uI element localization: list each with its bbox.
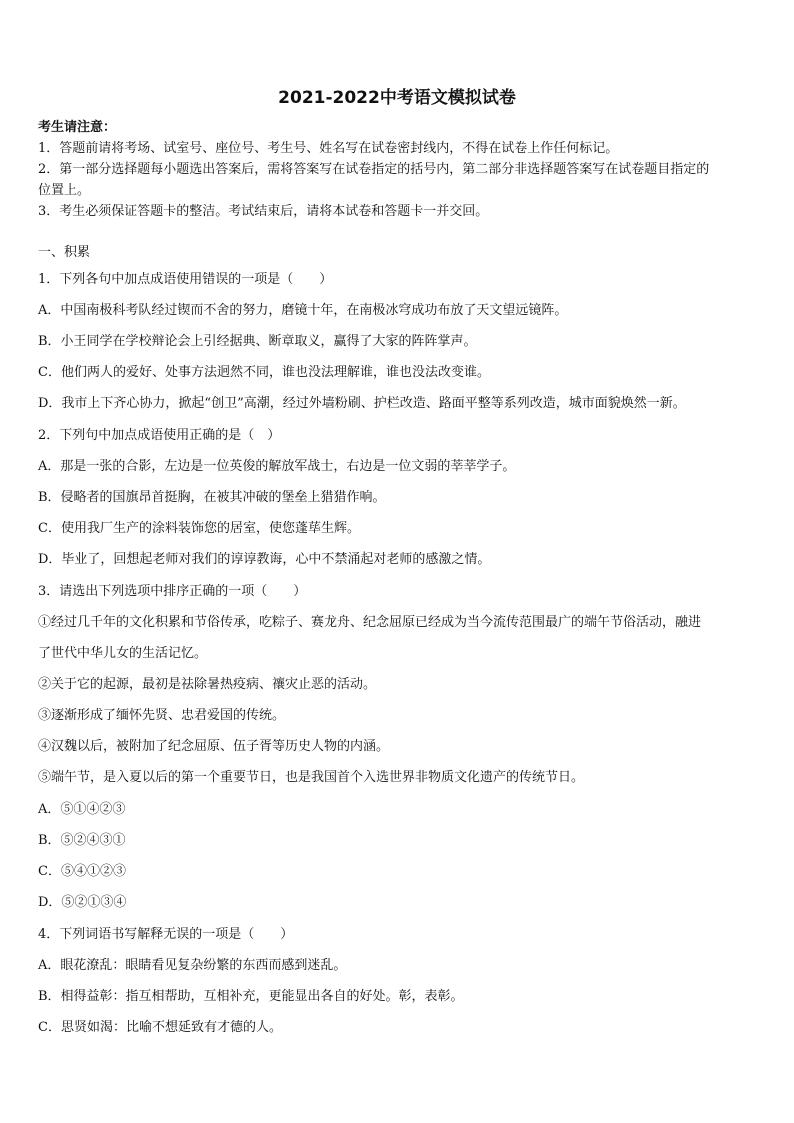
- question-3-option-d: D．⑤②①③④: [38, 895, 127, 910]
- question-4-option-b: B．相得益彰：指互相帮助，互相补充，更能显出各自的好处。彰，表彰。: [38, 989, 464, 1004]
- question-3-sentence: ⑤端午节，是入夏以后的第一个重要节日，也是我国首个入选世界非物质文化遗产的传统节日。: [38, 770, 585, 785]
- question-2-option-d: D．毕业了，回想起老师对我们的谆谆教诲，心中不禁涌起对老师的感激之情。: [38, 552, 491, 567]
- question-1-stem: 1．下列各句中加点成语使用错误的一项是（ ）: [38, 272, 333, 287]
- question-3-sentence: 了世代中华儿女的生活记忆。: [38, 646, 208, 661]
- question-2-option-b: B．侵略者的国旗昂首挺胸，在被其冲破的堡垒上猎猎作响。: [38, 490, 386, 505]
- question-4-option-a: A．眼花潦乱：眼睛看见复杂纷繁的东西而感到迷乱。: [38, 958, 347, 973]
- question-2-option-a: A．那是一张的合影，左边是一位英俊的解放军战士，右边是一位文弱的莘莘学子。: [38, 459, 516, 474]
- page-title: 2021-2022中考语文模拟试卷: [278, 88, 516, 108]
- question-4-option-c: C．思贤如渴：比喻不想延致有才德的人。: [38, 1020, 282, 1035]
- question-3-option-a: A．⑤①④②③: [38, 802, 126, 817]
- notice-item: 1．答题前请将考场、试室号、座位号、考生号、姓名写在试卷密封线内，不得在试卷上作任何标记。: [38, 141, 619, 156]
- question-2-option-c: C．使用我厂生产的涂料装饰您的居室，使您蓬荜生辉。: [38, 521, 360, 536]
- question-3-sentence: ②关于它的起源，最初是祛除暑热疫病、禳灾止恶的活动。: [38, 677, 377, 692]
- question-3-stem: 3．请选出下列选项中排序正确的一项（ ）: [38, 584, 307, 599]
- question-3-option-b: B．⑤②④③①: [38, 833, 126, 848]
- question-3-option-c: C．⑤④①②③: [38, 864, 126, 879]
- question-1-option-a: A．中国南极科考队经过锲而不舍的努力，磨镜十年，在南极冰穹成功布放了天文望远镜阵。: [38, 303, 568, 318]
- notice-item: 2．第一部分选择题每小题选出答案后，需将答案写在试卷指定的括号内，第二部分非选择题答案写在试卷题目指定的: [38, 162, 710, 177]
- question-2-stem: 2．下列句中加点成语使用正确的是（ ）: [38, 428, 281, 443]
- question-3-sentence: ①经过几千年的文化积累和节俗传承，吃粽子、赛龙舟、纪念屈原已经成为当今流传范围最广的端午节俗活动，融进: [38, 615, 702, 630]
- question-1-option-d: D．我市上下齐心协力，掀起“创卫”高潮，经过外墙粉刷、护栏改造、路面平整等系列改造，城市面貌焕然一新。: [38, 396, 686, 411]
- notice-item: 3．考生必须保证答题卡的整洁。考试结束后，请将本试卷和答题卡一并交回。: [38, 204, 489, 219]
- notice-heading: 考生请注意：: [38, 120, 117, 135]
- question-3-sentence: ③逐渐形成了缅怀先贤、忠君爱国的传统。: [38, 708, 286, 723]
- notice-item: 位置上。: [38, 183, 91, 198]
- section-heading: 一、积累: [38, 245, 91, 260]
- question-4-stem: 4．下列词语书写解释无误的一项是（ ）: [38, 927, 294, 942]
- question-1-option-b: B．小王同学在学校辩论会上引经据典、断章取义，赢得了大家的阵阵掌声。: [38, 334, 477, 349]
- question-1-option-c: C．他们两人的爱好、处事方法迥然不同，谁也没法理解谁，谁也没法改变谁。: [38, 365, 490, 380]
- question-3-sentence: ④汉魏以后，被附加了纪念屈原、伍子胥等历史人物的内涵。: [38, 739, 390, 754]
